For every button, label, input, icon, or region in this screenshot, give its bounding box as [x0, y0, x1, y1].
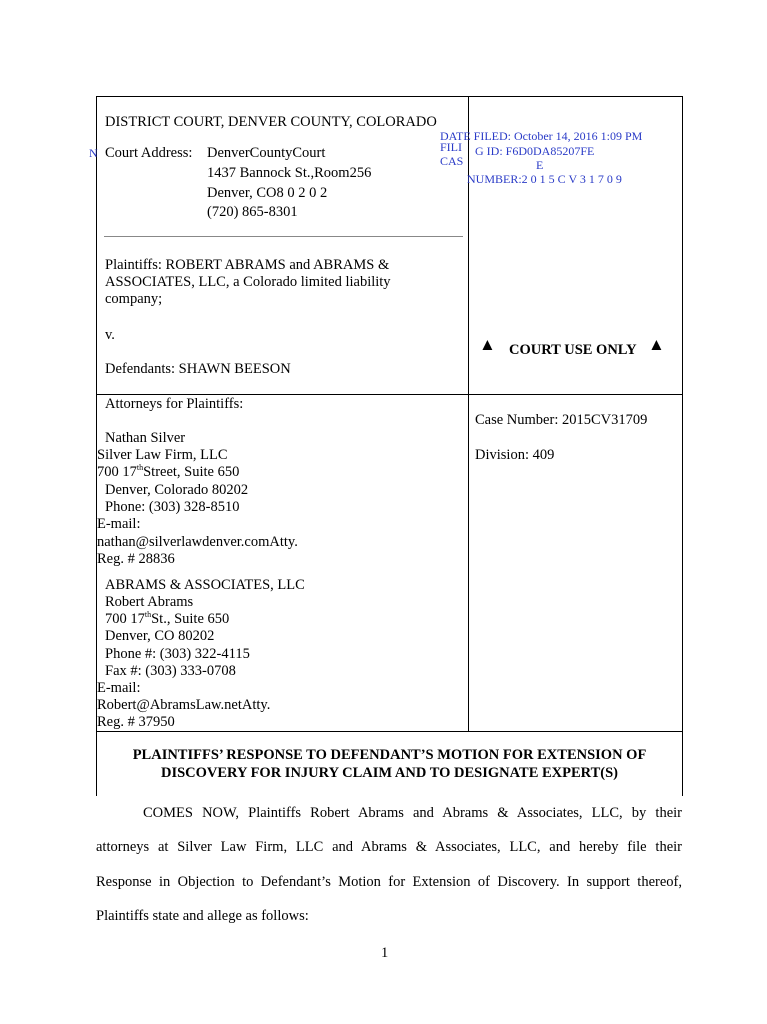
plaintiffs-line2: ASSOCIATES, LLC, a Colorado limited liability	[105, 274, 391, 290]
silver-street-number: 700 17	[97, 464, 137, 480]
body-paragraph-line1: COMES NOW, Plaintiffs Robert Abrams and Abrams & Associates, LLC, by their	[143, 805, 682, 821]
efile-fili: FILI	[440, 140, 462, 154]
abrams-city: Denver, CO 80202	[105, 628, 215, 644]
abrams-name: Robert Abrams	[105, 594, 194, 610]
efile-e: E	[536, 158, 544, 172]
court-address-label: Court Address:	[105, 145, 193, 161]
abrams-street-number: 700 17	[105, 611, 145, 627]
versus: v.	[105, 327, 115, 343]
attorneys-heading: Attorneys for Plaintiffs:	[105, 396, 244, 412]
court-address-line1: DenverCountyCourt	[207, 145, 326, 161]
caption-right-border	[682, 96, 683, 796]
silver-email-label: E-mail:	[97, 516, 141, 532]
efile-margin-mark: N	[89, 146, 98, 160]
silver-email: nathan@silverlawdenver.comAtty.	[97, 534, 298, 550]
body-paragraph-line4: Plaintiffs state and allege as follows:	[96, 908, 309, 924]
document-title-line2: DISCOVERY FOR INJURY CLAIM AND TO DESIGNATE EXPERT(S)	[160, 765, 619, 781]
division: Division: 409	[475, 447, 555, 463]
abrams-street-rest: St., Suite 650	[151, 611, 230, 627]
body-paragraph-line3: Response in Objection to Defendant’s Motion for Extension of Discovery. In support thereof,	[96, 874, 682, 890]
triangle-icon-right: ▲	[648, 335, 665, 354]
silver-street	[97, 464, 239, 481]
efile-cas: CAS	[440, 154, 464, 168]
silver-name: Nathan Silver	[105, 430, 186, 446]
silver-street-suffix: th	[136, 463, 144, 473]
plaintiffs-line1: Plaintiffs: ROBERT ABRAMS and ABRAMS &	[105, 257, 390, 273]
defendants: Defendants: SHAWN BEESON	[105, 361, 291, 377]
abrams-reg: Reg. # 37950	[97, 714, 175, 730]
abrams-street	[105, 611, 229, 628]
efile-filing-id: G ID: F6D0DA85207FE	[475, 144, 595, 158]
silver-street-rest: Street, Suite 650	[143, 464, 240, 480]
abrams-email-label: E-mail:	[97, 680, 141, 696]
silver-city: Denver, Colorado 80202	[105, 482, 249, 498]
silver-firm: Silver Law Firm, LLC	[97, 447, 228, 463]
silver-phone: Phone: (303) 328-8510	[105, 499, 240, 515]
plaintiffs-line3: company;	[105, 291, 163, 307]
abrams-phone: Phone #: (303) 322-4115	[105, 646, 250, 662]
abrams-email: Robert@AbramsLaw.netAtty.	[97, 697, 271, 713]
court-name: DISTRICT COURT, DENVER COUNTY, COLORADO	[105, 114, 437, 130]
abrams-firm: ABRAMS & ASSOCIATES, LLC	[105, 577, 305, 593]
body-paragraph-line2: attorneys at Silver Law Firm, LLC and Abrams & Associates, LLC, and hereby file their	[96, 839, 682, 855]
caption-top-border	[96, 96, 683, 97]
court-address-line3: Denver, CO8 0 2 0 2	[207, 185, 328, 201]
efile-date-filed: DATE FILED: October 14, 2016 1:09 PM	[440, 129, 643, 143]
document-title-line1: PLAINTIFFS’ RESPONSE TO DEFENDANT’S MOTION FOR EXTENSION OF	[132, 747, 647, 763]
abrams-street-suffix: th	[144, 610, 152, 620]
page-number: 1	[381, 945, 389, 961]
court-address-line2: 1437 Bannock St.,Room256	[207, 165, 372, 181]
abrams-fax: Fax #: (303) 333-0708	[105, 663, 236, 679]
parties-bottom-border	[96, 394, 683, 395]
triangle-icon-left: ▲	[479, 335, 496, 354]
court-info-divider	[104, 236, 463, 237]
silver-reg: Reg. # 28836	[97, 551, 175, 567]
court-phone: (720) 865-8301	[207, 204, 298, 220]
caption-center-divider	[468, 96, 469, 731]
court-use-only: COURT USE ONLY	[509, 342, 637, 358]
case-number: Case Number: 2015CV31709	[475, 412, 648, 428]
attorneys-bottom-border	[96, 731, 683, 732]
efile-case-number: NUMBER:2 0 1 5 C V 3 1 7 0 9	[467, 172, 622, 186]
